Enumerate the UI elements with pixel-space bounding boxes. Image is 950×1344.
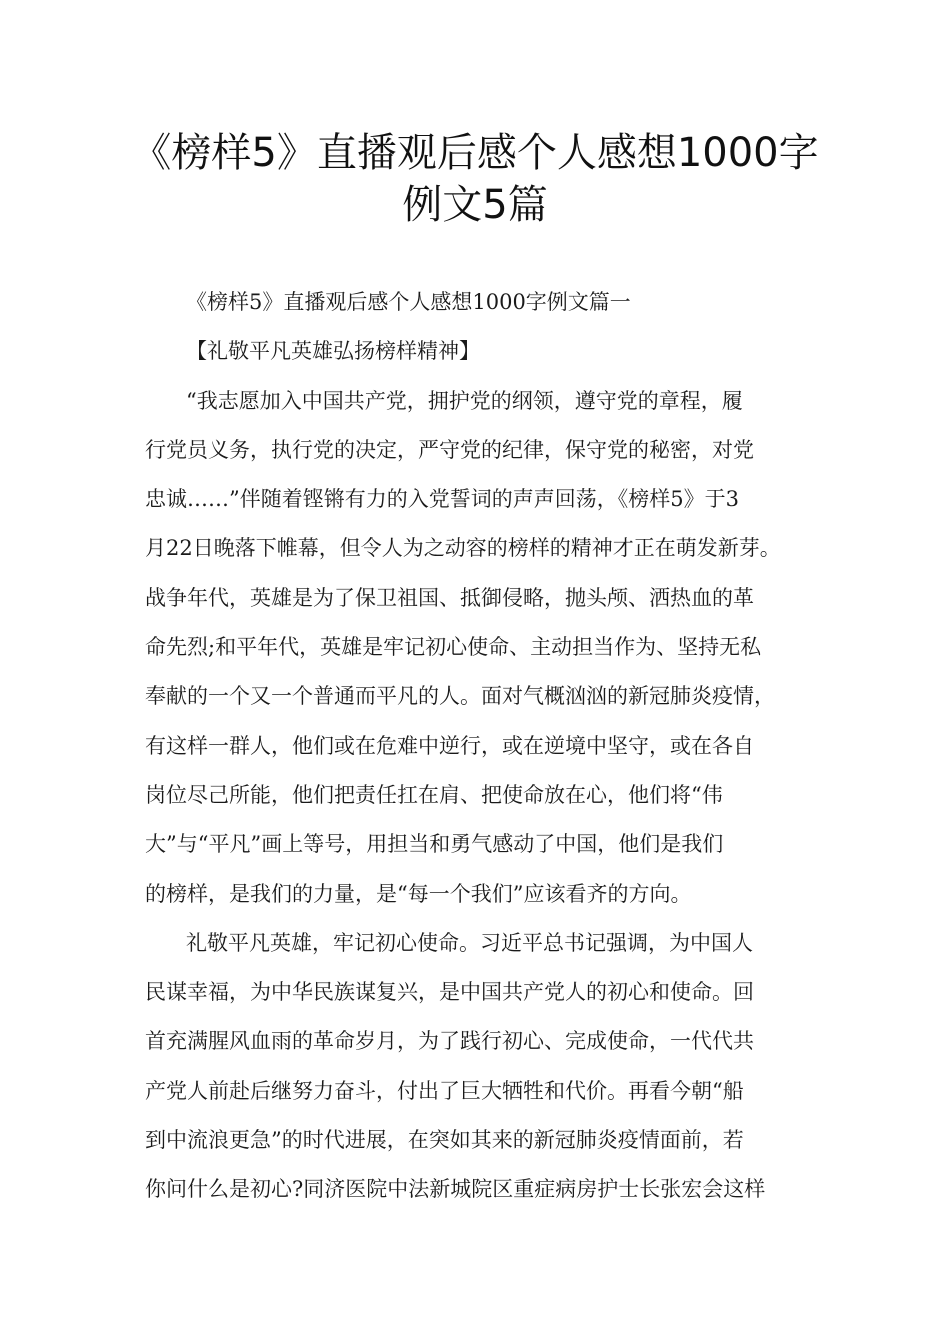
- paragraph-2-line: 礼敬平凡英雄，牢记初心使命。习近平总书记强调，为中国人: [186, 930, 753, 955]
- paragraph-1-line: 行党员义务，执行党的决定，严守党的纪律，保守党的秘密，对党: [145, 437, 754, 462]
- paragraph-2-line: 产党人前赴后继努力奋斗，付出了巨大牺牲和代价。再看今朝“船: [145, 1078, 744, 1103]
- paragraph-2-line: 民谋幸福，为中华民族谋复兴，是中国共产党人的初心和使命。回: [145, 980, 754, 1005]
- paragraph-1-line: 有这样一群人，他们或在危难中逆行，或在逆境中坚守，或在各自: [145, 733, 754, 758]
- paragraph-1-line: 大”与“平凡”画上等号，用担当和勇气感动了中国，他们是我们: [145, 832, 724, 857]
- paragraph-2-line: 你问什么是初心?同济医院中法新城院区重症病房护士长张宏会这样: [145, 1177, 766, 1202]
- paragraph-1-line: 的榜样，是我们的力量，是“每一个我们”应该看齐的方向。: [145, 881, 692, 906]
- paragraph-1-line: “我志愿加入中国共产党，拥护党的纲领，遵守党的章程，履: [186, 388, 743, 413]
- paragraph-2-line: 到中流浪更急”的时代进展，在突如其来的新冠肺炎疫情面前，若: [145, 1128, 744, 1153]
- document-title-line-1: 《榜样5》直播观后感个人感想1000字: [131, 130, 819, 176]
- paragraph-1-line: 命先烈;和平年代，英雄是牢记初心使命、主动担当作为、坚持无私: [145, 635, 762, 660]
- document-body: [145, 278, 835, 1215]
- section-heading: 【礼敬平凡英雄弘扬榜样精神】: [186, 339, 480, 364]
- paragraph-1-line: 月22日晚落下帷幕，但令人为之动容的榜样的精神才正在萌发新芽。: [145, 536, 781, 561]
- document-title-line-2: 例文5篇: [402, 182, 548, 228]
- article-subheading: 《榜样5》直播观后感个人感想1000字例文篇一: [186, 290, 631, 314]
- paragraph-1-line: 奉献的一个又一个普通而平凡的人。面对气概汹汹的新冠肺炎疫情，: [145, 684, 775, 709]
- paragraph-1-line: 岗位尽己所能，他们把责任扛在肩、把使命放在心，他们将“伟: [145, 782, 723, 807]
- paragraph-1-line: 忠诚……”伴随着铿锵有力的入党誓词的声声回荡，《榜样5》于3: [145, 487, 739, 512]
- paragraph-2-line: 首充满腥风血雨的革命岁月，为了践行初心、完成使命，一代代共: [145, 1029, 754, 1054]
- paragraph-1-line: 战争年代，英雄是为了保卫祖国、抵御侵略，抛头颅、洒热血的革: [145, 585, 754, 610]
